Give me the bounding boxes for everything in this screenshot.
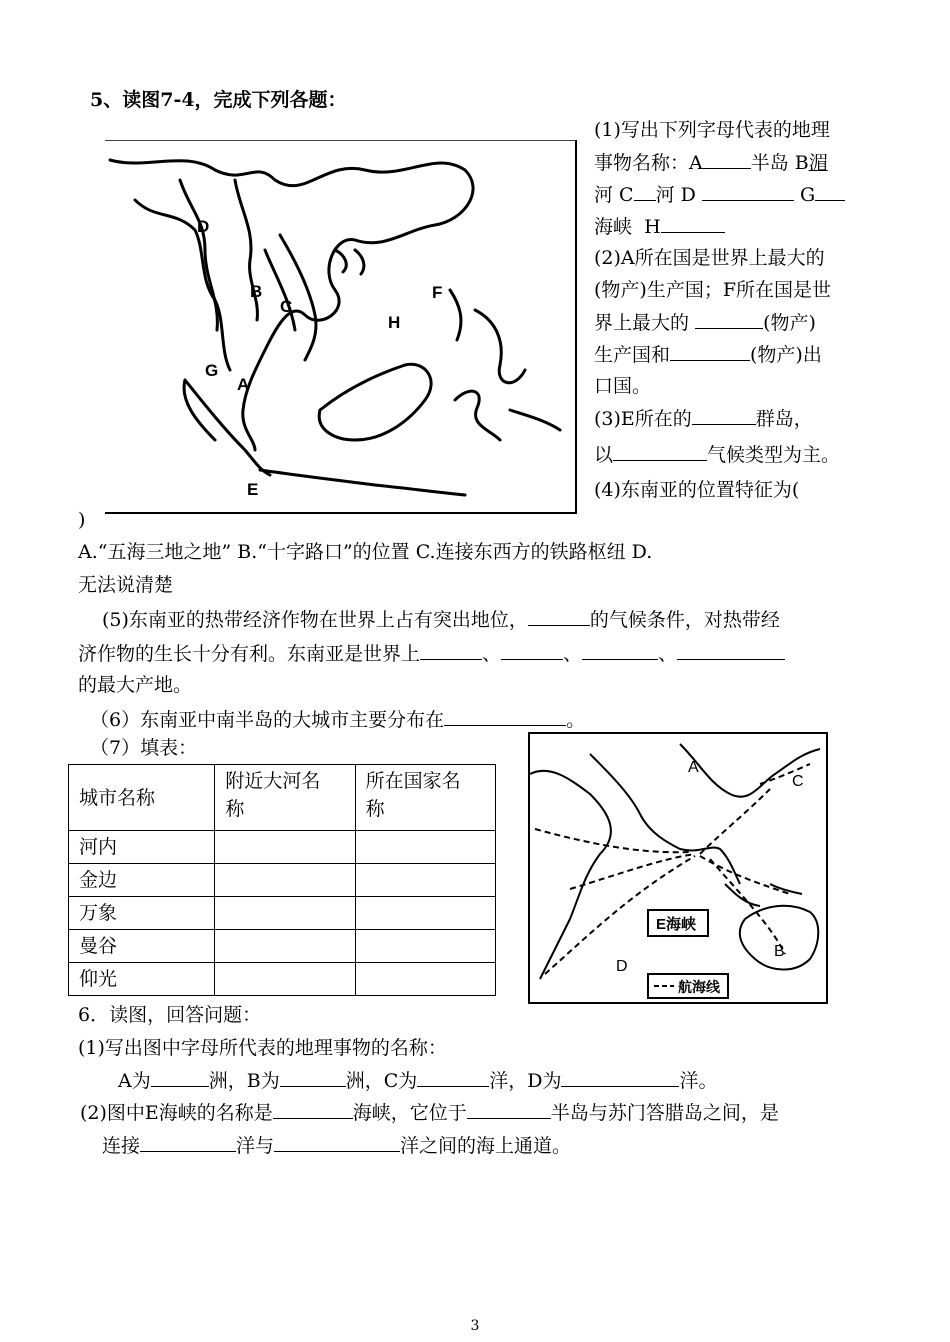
table-header xyxy=(69,765,215,831)
q5-text: (物产)出 xyxy=(750,344,822,366)
q5-text: 、 xyxy=(563,643,583,665)
table-cell-city: 万象 xyxy=(69,897,215,930)
table-cell-city: 金边 xyxy=(69,864,215,897)
blank-ocean-D[interactable] xyxy=(561,1066,679,1087)
map-label-H: H xyxy=(388,313,401,332)
q6-text: 洋与 xyxy=(236,1135,275,1157)
q5-part1-line4 xyxy=(594,212,725,241)
q5-text: 事物名称：A xyxy=(594,152,703,174)
q5-text: （6）东南亚中南半岛的大城市主要分布在 xyxy=(90,709,445,731)
q5-options: A.“五海三地之地” B.“十字路口”的位置 C.连接东西方的铁路枢纽 D. xyxy=(78,541,653,563)
q5-part5-line2 xyxy=(78,639,785,668)
q5-text: 以 xyxy=(594,444,614,466)
q5-part2-line2: (物产)生产国；F所在国是世 xyxy=(594,279,832,301)
q6-part1-blanks xyxy=(118,1066,718,1095)
table-header xyxy=(215,765,355,831)
map2-label-C: C xyxy=(792,773,804,790)
q6-text: 洋之间的海上通道。 xyxy=(400,1135,572,1157)
table-header-river: 附近大河名 xyxy=(225,770,321,792)
blank-B-filled: 湄 xyxy=(808,152,828,174)
table-header-country: 所在国家名 xyxy=(365,770,461,792)
q5-text: 济作物的生长十分有利。东南亚是世界上 xyxy=(78,643,421,665)
table-cell-river[interactable] xyxy=(215,864,355,897)
blank-H[interactable] xyxy=(661,212,725,233)
q5-text: 河 D xyxy=(655,184,696,206)
q5-part1-line2 xyxy=(594,148,828,177)
q5-text: (物产) xyxy=(763,312,816,334)
q5-text: 的气候条件，对热带经 xyxy=(589,609,780,631)
q5-title: 5、读图7-4，完成下列各题： xyxy=(90,89,347,111)
map-label-D: D xyxy=(197,217,210,236)
q6-text: 洲，B为 xyxy=(208,1070,280,1092)
q6-text: 洲，C为 xyxy=(345,1070,418,1092)
map-label-C: C xyxy=(280,297,293,316)
blank-cities[interactable] xyxy=(444,705,566,726)
q5-options-cont: 无法说清楚 xyxy=(78,574,174,596)
blank-continent-B[interactable] xyxy=(280,1066,346,1087)
q5-part3-line2 xyxy=(594,440,840,469)
blank-ocean-C[interactable] xyxy=(417,1066,489,1087)
page-number: 3 xyxy=(470,1318,480,1334)
blank-crop-4[interactable] xyxy=(677,639,785,660)
q5-text: (5)东南亚的热带经济作物在世界上占有突出地位， xyxy=(102,609,528,631)
table-cell-city: 河内 xyxy=(69,831,215,864)
blank-climate-conditions[interactable] xyxy=(528,605,590,626)
blank-islands[interactable] xyxy=(692,404,756,425)
q5-part3-line1 xyxy=(594,404,813,433)
southeast-asia-map xyxy=(105,140,577,514)
table-cell-country[interactable] xyxy=(355,864,495,897)
q5-text: 半岛 B xyxy=(750,152,809,174)
table-cell-country[interactable] xyxy=(355,930,495,963)
table-cell-city: 曼谷 xyxy=(69,930,215,963)
q5-part1-line3 xyxy=(594,180,845,209)
map-label-F: F xyxy=(432,283,443,302)
table-cell-country[interactable] xyxy=(355,831,495,864)
q5-text: 气候类型为主。 xyxy=(707,444,841,466)
q6-part2-line1 xyxy=(80,1098,779,1127)
q6-part1: (1)写出图中字母所代表的地理事物的名称： xyxy=(78,1037,447,1059)
blank-product-1[interactable] xyxy=(695,308,763,329)
q6-text: 海峡，它位于 xyxy=(352,1102,467,1124)
southeast-asia-map-drawing xyxy=(105,140,577,514)
q5-part6 xyxy=(90,705,585,734)
map2-label-B: B xyxy=(774,943,785,960)
table-cell-river[interactable] xyxy=(215,897,355,930)
city-table xyxy=(68,764,496,996)
blank-ocean-1[interactable] xyxy=(140,1131,236,1152)
map2-label-D: D xyxy=(616,958,628,975)
blank-product-2[interactable] xyxy=(670,340,750,361)
q5-part1-line1: (1)写出下列字母代表的地理 xyxy=(594,119,830,141)
blank-C[interactable] xyxy=(634,180,656,201)
blank-strait[interactable] xyxy=(273,1098,353,1119)
q6-text: 洋。 xyxy=(679,1070,718,1092)
table-header xyxy=(355,765,495,831)
q5-part4-line1: (4)东南亚的位置特征为( xyxy=(594,479,800,501)
table-header-country-cont: 称 xyxy=(365,798,385,820)
q5-text: 。 xyxy=(566,709,586,731)
q5-part2-line4 xyxy=(594,340,822,369)
q6-text: (2)图中E海峡的名称是 xyxy=(80,1102,273,1124)
map-label-B: B xyxy=(250,282,263,301)
q5-text: 海峡 xyxy=(594,216,633,238)
blank-D[interactable] xyxy=(702,180,794,201)
q6-text: A为 xyxy=(118,1070,151,1092)
q5-part4-close: ) xyxy=(78,509,86,531)
table-cell-country[interactable] xyxy=(355,963,495,996)
q5-text: (3)E所在的 xyxy=(594,408,692,430)
q5-text: 生产国和 xyxy=(594,344,671,366)
indian-ocean-map-drawing xyxy=(530,734,826,1002)
blank-peninsula[interactable] xyxy=(467,1098,551,1119)
q5-text: 河 C xyxy=(594,184,634,206)
table-cell-river[interactable] xyxy=(215,963,355,996)
blank-G[interactable] xyxy=(815,180,845,201)
map2-label-A: A xyxy=(688,759,699,776)
blank-crop-2[interactable] xyxy=(501,639,563,660)
map-label-A: A xyxy=(237,375,250,394)
table-header-river-cont: 称 xyxy=(225,798,245,820)
q5-text: 、 xyxy=(658,643,678,665)
blank-A[interactable] xyxy=(703,148,751,169)
table-cell-river[interactable] xyxy=(215,930,355,963)
q5-part2-line3 xyxy=(594,308,816,337)
q6-part2-line2 xyxy=(102,1131,571,1160)
q5-part5-line3: 的最大产地。 xyxy=(78,674,193,696)
map2-strait-label: E海峡 xyxy=(656,916,697,933)
q5-part2-line5: 口国。 xyxy=(594,375,652,397)
q5-text: G xyxy=(799,184,816,206)
q5-text: 、 xyxy=(482,643,502,665)
q5-text: H xyxy=(644,216,661,238)
map-label-G: G xyxy=(205,361,219,380)
q5-text: 界上最大的 xyxy=(594,312,690,334)
indian-ocean-map xyxy=(528,732,828,1004)
table-cell-city: 仰光 xyxy=(69,963,215,996)
table-cell-country[interactable] xyxy=(355,897,495,930)
q5-part5-line1 xyxy=(102,605,780,634)
blank-continent-A[interactable] xyxy=(151,1066,209,1087)
map-label-E: E xyxy=(247,480,259,499)
q6-title: 6．读图，回答问题： xyxy=(78,1004,262,1026)
q5-part7: （7）填表： xyxy=(90,737,198,759)
q6-text: 半岛与苏门答腊岛之间，是 xyxy=(550,1102,779,1124)
q6-text: 洋，D为 xyxy=(489,1070,562,1092)
q6-text: 连接 xyxy=(102,1135,141,1157)
table-header-city: 城市名称 xyxy=(79,786,156,809)
q5-text: 群岛， xyxy=(755,408,813,430)
blank-crop-3[interactable] xyxy=(582,639,658,660)
blank-ocean-2[interactable] xyxy=(274,1131,400,1152)
table-cell-river[interactable] xyxy=(215,831,355,864)
blank-climate[interactable] xyxy=(613,440,707,461)
map2-legend-label: 航海线 xyxy=(678,979,720,995)
q5-part2-line1: (2)A所在国是世界上最大的 xyxy=(594,247,825,269)
blank-crop-1[interactable] xyxy=(420,639,482,660)
